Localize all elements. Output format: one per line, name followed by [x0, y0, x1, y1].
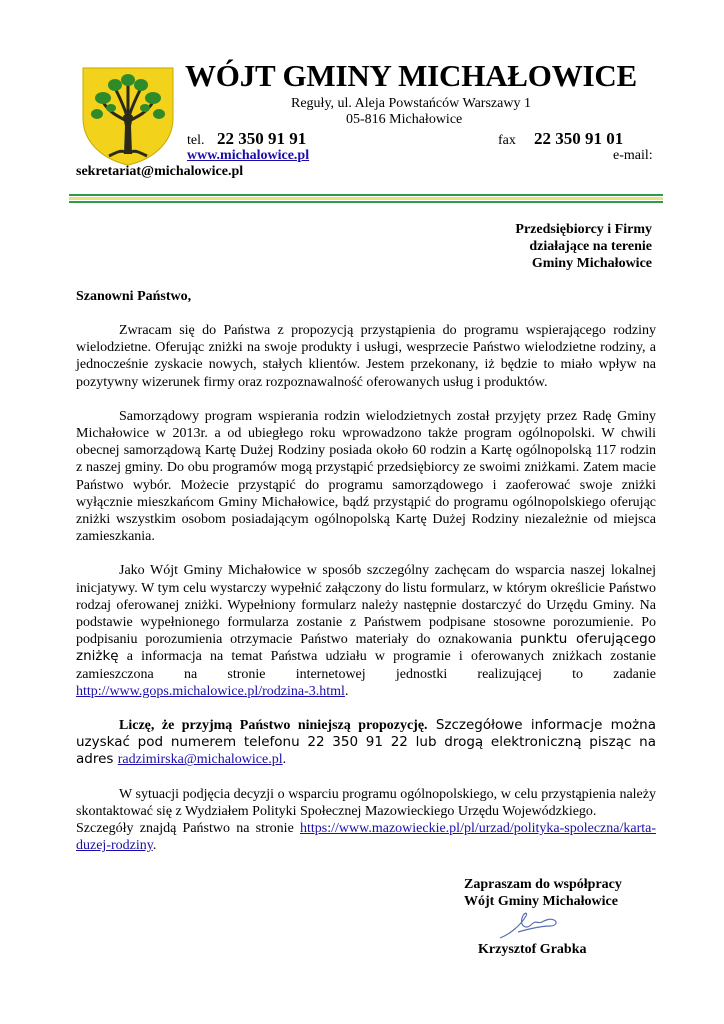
address-line-street: Reguły, ul. Aleja Powstańców Warszawy 1 [291, 96, 531, 111]
mazowieckie-link[interactable]: https://www.mazowieckie.pl/pl/urzad/polityka-spoleczna/karta-duzej-rodziny [76, 821, 656, 854]
paragraph-text: . [344, 683, 349, 699]
closing-block [464, 876, 622, 910]
website-link[interactable]: www.michalowice.pl [187, 148, 310, 163]
paragraph-national-program: W sytuacji podjęcia decyzji o wsparciu programu ogólnopolskiego, w celu przystąpienia należy skontaktować się z Wydziałem Polityki Społecznej Mazowieckiego Urzędu Wojewódzkiego. [76, 786, 656, 819]
gops-link[interactable]: http://www.gops.michalowice.pl/rodzina-3.html [76, 683, 345, 699]
tel-number: 22 350 91 91 [217, 129, 307, 148]
recipient-block [515, 221, 652, 272]
email-address: sekretariat@michalowice.pl [76, 164, 244, 179]
paragraph-contact [76, 717, 656, 769]
handwritten-signature-icon [496, 908, 566, 942]
tel-label: tel. [187, 133, 205, 148]
letter-body [76, 322, 656, 871]
address-line-postal: 05-816 Michałowice [346, 112, 463, 127]
recipient-line: działające na terenie [529, 239, 652, 254]
signer-name: Krzysztof Grabka [478, 942, 587, 957]
paragraph-text: . [282, 752, 287, 768]
paragraph-invitation: Zwracam się do Państwa z propozycją przystąpienia do programu wspierającego rodziny wielodzietne. Oferując zniżki na swoje produkty i usługi, wesprzecie Państwo wielodzietne rodziny, a jednocześnie zyskacie nowych, stałych klientów. Jestem przekonany, iż będzie to miało wpływ na pozytywny wizerunek firmy oraz rozpoznawalność oferowanych usług i produktów. [76, 323, 656, 390]
header-divider-middle [69, 197, 663, 200]
paragraph-text: Liczę, że przyjmą Państwo niniejszą propozycję. [119, 718, 428, 734]
paragraph-text: Szczegółowe informacje można uzyskać pod numerem telefonu 22 350 91 22 lub drogą elektroniczną pisząc na adres [76, 717, 656, 768]
paragraph-text: Szczegóły znajdą Państwo na stronie [76, 821, 301, 837]
salutation: Szanowni Państwo, [76, 289, 192, 304]
paragraph-program-info: Samorządowy program wspierania rodzin wielodzietnych został przyjęty przez Radę Gminy Michałowice w 2013r. a od ubiegłego roku wprowadzono także program ogólnopolski. W chwili obecnej samorządową Kartę Dużej Rodziny posiada około 60 rodzin a Kartę ogólnopolską 117 rodzin z naszej gminy. Do obu programów mogą przystąpić przedsiębiorcy ze swoimi zniżkami. Zatem macie Państwo wybór. Możecie przystąpić do programu samorządowego i zaoferować swoje zniżki wyłącznie mieszkańcom Gminy Michałowice, bądź przystąpić do programu ogólnopolskiego oferując zniżki wszystkim osobom posiadającym ogólnopolską Kartę Dużej Rodziny niezależnie od miejsca zamieszkania. [76, 408, 656, 545]
paragraph-text: punktu oferującego zniżkę [76, 631, 656, 665]
header-divider-top [69, 194, 663, 196]
recipient-line: Przedsiębiorcy i Firmy [515, 222, 652, 237]
paragraph-text: Jako Wójt Gminy Michałowice w sposób szczególny zachęcam do wsparcia naszej lokalnej inicjatywy. W tym celu wystarczy wypełnić załączony do listu formularz, w którym określicie Państwo rodzaj oferowanej zniżki. Wypełniony formularz należy następnie dostarczyć do Urzędu Gminy. Na podstawie wypełnionego formularza zostanie z Państwem podpisane stosowne porozumienie. Po podpisaniu porozumienia otrzymacie Państwo materiały do oznakowania [76, 563, 656, 648]
recipient-line: Gminy Michałowice [531, 256, 652, 271]
email-label: e-mail: [613, 148, 653, 163]
fax-number: 22 350 91 01 [534, 129, 624, 148]
contact-row [187, 129, 657, 149]
closing-line: Zapraszam do współpracy [464, 877, 622, 892]
header-divider-bottom [69, 201, 663, 203]
paragraph-text: a informacja na temat Państwa udziału w programie i oferowanych zniżkach zostanie zamieszczona na stronie internetowej jednostki realizującej to zadanie [76, 649, 656, 682]
page-title: WÓJT GMINY MICHAŁOWICE [185, 58, 638, 93]
contact-email-link[interactable]: radzimirska@michalowice.pl [117, 752, 283, 768]
coat-of-arms-icon [79, 66, 177, 166]
fax-label: fax [498, 133, 516, 148]
closing-line: Wójt Gminy Michałowice [464, 894, 618, 909]
paragraph-details [76, 820, 656, 854]
paragraph-how-to-join [76, 562, 656, 700]
paragraph-text: . [152, 838, 157, 854]
